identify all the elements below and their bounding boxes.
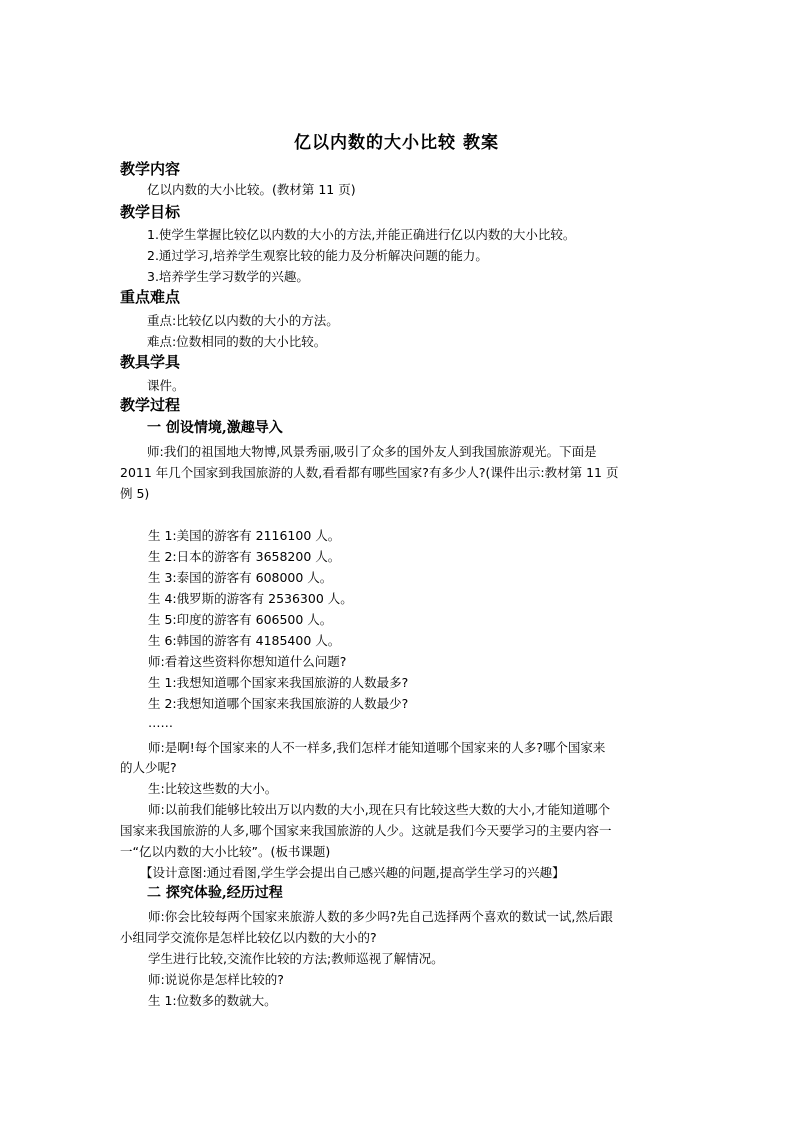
paragraph: 师:我们的祖国地大物博,风景秀丽,吸引了众多的国外友人到我国旅游观光。下面是 bbox=[147, 444, 597, 459]
paragraph: 小组同学交流你是怎样比较亿以内数的大小的? bbox=[120, 930, 377, 945]
paragraph: 2.通过学习,培养学生观察比较的能力及分析解决问题的能力。 bbox=[147, 248, 488, 263]
paragraph: 师:以前我们能够比较出万以内数的大小,现在只有比较这些大数的大小,才能知道哪个 bbox=[148, 802, 611, 817]
paragraph: 师:说说你是怎样比较的? bbox=[148, 972, 284, 987]
paragraph: 难点:位数相同的数的大小比较。 bbox=[147, 334, 327, 349]
paragraph: 师:是啊!每个国家来的人不一样多,我们怎样才能知道哪个国家来的人多?哪个国家来 bbox=[148, 740, 606, 755]
paragraph: 2011 年几个国家到我国旅游的人数,看看都有哪些国家?有多少人?(课件出示:教材第 11 页 bbox=[120, 465, 619, 480]
paragraph: 师:你会比较每两个国家来旅游人数的多少吗?先自己选择两个喜欢的数试一试,然后跟 bbox=[148, 909, 613, 924]
paragraph: 生 2:日本的游客有 3658200 人。 bbox=[148, 549, 341, 564]
paragraph: 生 3:泰国的游客有 608000 人。 bbox=[148, 570, 333, 585]
paragraph: 生 2:我想知道哪个国家来我国旅游的人数最少? bbox=[148, 696, 409, 711]
paragraph: 生:比较这些数的大小。 bbox=[148, 781, 278, 796]
heading-objectives: 教学目标 bbox=[120, 203, 181, 221]
design-intent-note: 【设计意图:通过看图,学生学会提出自己感兴趣的问题,提高学生学习的兴趣】 bbox=[140, 865, 565, 880]
paragraph: 学生进行比较,交流作比较的方法;教师巡视了解情况。 bbox=[148, 951, 444, 966]
paragraph: 重点:比较亿以内数的大小的方法。 bbox=[147, 313, 339, 328]
heading-aids: 教具学具 bbox=[120, 353, 181, 371]
section-heading: 一 创设情境,激趣导入 bbox=[147, 420, 283, 436]
paragraph: 例 5) bbox=[120, 486, 150, 501]
paragraph: 3.培养学生学习数学的兴趣。 bbox=[147, 269, 309, 284]
paragraph: 生 1:美国的游客有 2116100 人。 bbox=[148, 528, 341, 543]
paragraph: 生 6:韩国的游客有 4185400 人。 bbox=[148, 633, 341, 648]
paragraph: 的人少呢? bbox=[120, 760, 177, 775]
paragraph: 1.使学生掌握比较亿以内数的大小的方法,并能正确进行亿以内数的大小比较。 bbox=[147, 227, 576, 242]
paragraph: 师:看着这些资料你想知道什么问题? bbox=[148, 654, 347, 669]
heading-content: 教学内容 bbox=[120, 160, 181, 178]
document-title: 亿以内数的大小比较 教案 bbox=[294, 133, 499, 153]
paragraph: 一“亿以内数的大小比较”。(板书课题) bbox=[120, 844, 331, 859]
paragraph: 课件。 bbox=[147, 378, 185, 393]
ellipsis: …… bbox=[148, 715, 173, 730]
heading-process: 教学过程 bbox=[120, 396, 181, 414]
paragraph: 生 4:俄罗斯的游客有 2536300 人。 bbox=[148, 591, 353, 606]
paragraph: 生 1:位数多的数就大。 bbox=[148, 993, 277, 1008]
paragraph: 生 1:我想知道哪个国家来我国旅游的人数最多? bbox=[148, 675, 409, 690]
paragraph: 亿以内数的大小比较。(教材第 11 页) bbox=[147, 182, 356, 197]
paragraph: 生 5:印度的游客有 606500 人。 bbox=[148, 612, 333, 627]
section-heading: 二 探究体验,经历过程 bbox=[147, 885, 283, 901]
heading-key-points: 重点难点 bbox=[120, 288, 181, 306]
paragraph: 国家来我国旅游的人多,哪个国家来我国旅游的人少。这就是我们今天要学习的主要内容一 bbox=[120, 823, 612, 838]
